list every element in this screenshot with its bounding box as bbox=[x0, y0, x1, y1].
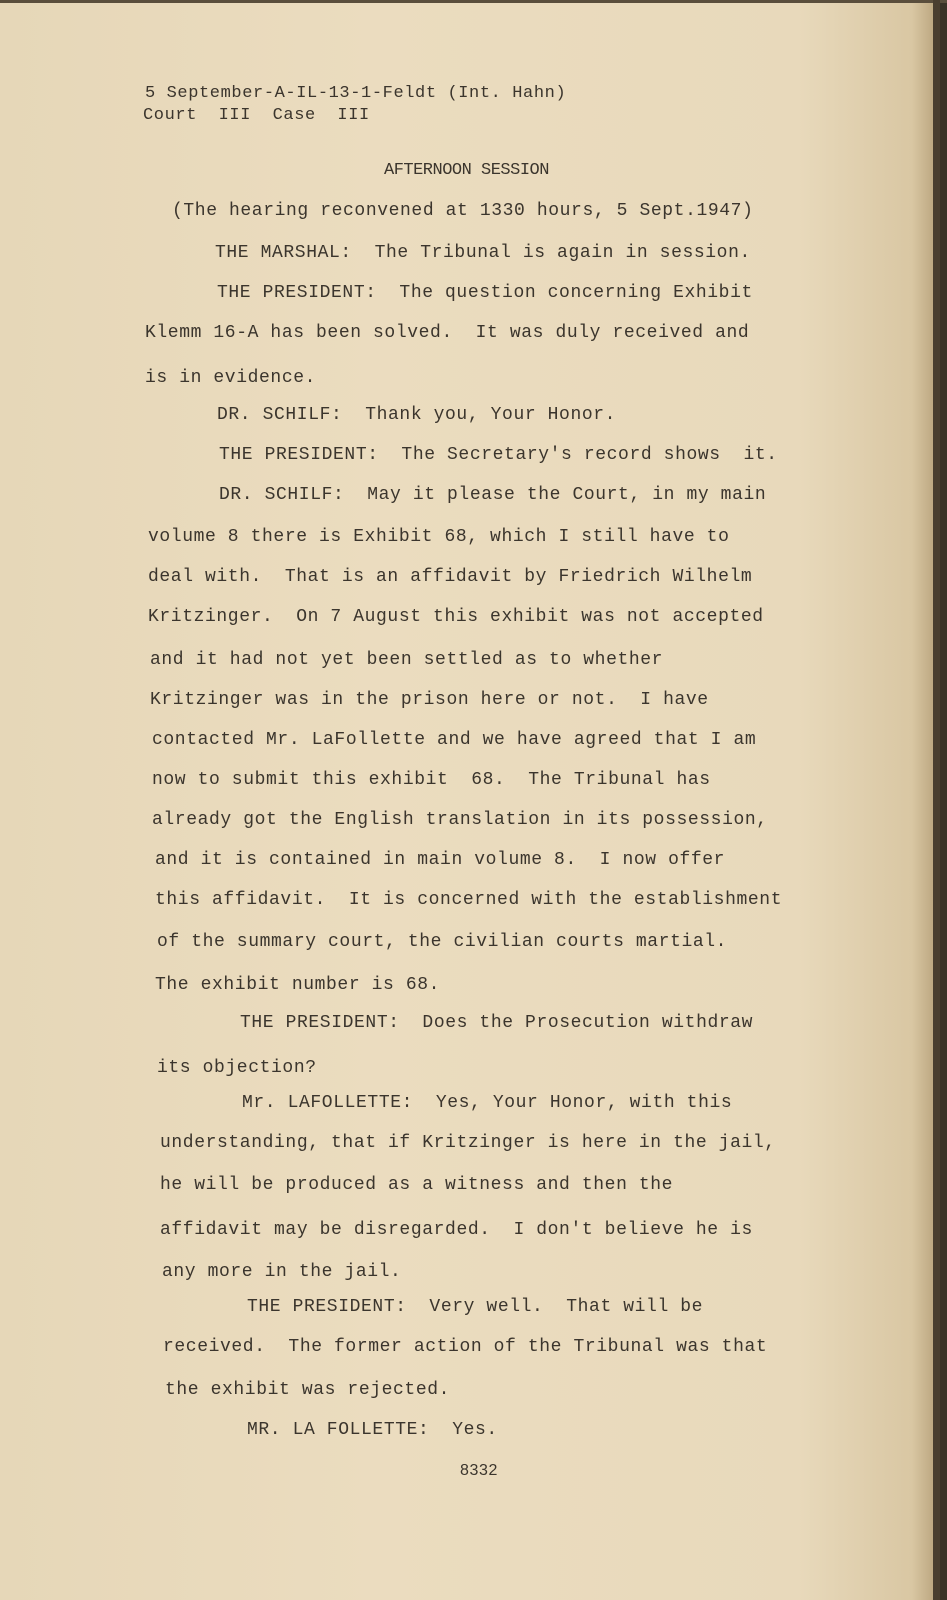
transcript-line: DR. SCHILF: Thank you, Your Honor. bbox=[217, 405, 617, 425]
transcript-line: already got the English translation in its possession, bbox=[152, 810, 768, 830]
transcript-line: deal with. That is an affidavit by Friedrich Wilhelm bbox=[148, 567, 753, 587]
transcript-line: and it is contained in main volume 8. I now offer bbox=[155, 850, 726, 870]
transcript-line: of the summary court, the civilian courts martial. bbox=[157, 932, 728, 952]
transcript-line: Klemm 16-A has been solved. It was duly received and bbox=[145, 323, 750, 343]
transcript-line: THE PRESIDENT: The question concerning Exhibit bbox=[217, 283, 753, 303]
header-court: Court III Case III bbox=[143, 106, 370, 125]
transcript-line: understanding, that if Kritzinger is here in the jail, bbox=[160, 1133, 776, 1153]
scan-edge bbox=[933, 0, 940, 1600]
transcript-line: volume 8 there is Exhibit 68, which I still have to bbox=[148, 527, 730, 547]
transcript-line: is in evidence. bbox=[145, 368, 317, 388]
transcript-line: Mr. LAFOLLETTE: Yes, Your Honor, with this bbox=[242, 1093, 733, 1113]
transcript-line: contacted Mr. LaFollette and we have agreed that I am bbox=[152, 730, 757, 750]
transcript-line: DR. SCHILF: May it please the Court, in my main bbox=[219, 485, 767, 505]
transcript-line: Kritzinger was in the prison here or not. I have bbox=[150, 690, 709, 710]
transcript-line: The exhibit number is 68. bbox=[155, 975, 441, 995]
page-number: 8332 bbox=[460, 1462, 498, 1479]
session-title: AFTERNOON SESSION bbox=[384, 161, 549, 180]
transcript-line: received. The former action of the Tribunal was that bbox=[163, 1337, 768, 1357]
transcript-line: (The hearing reconvened at 1330 hours, 5 Sept.1947) bbox=[172, 201, 754, 221]
transcript-line: THE PRESIDENT: The Secretary's record shows it. bbox=[219, 445, 778, 465]
transcript-line: and it had not yet been settled as to whether bbox=[150, 650, 664, 670]
transcript-line: THE MARSHAL: The Tribunal is again in session. bbox=[215, 243, 751, 263]
transcript-line: Kritzinger. On 7 August this exhibit was not accepted bbox=[148, 607, 764, 627]
header-reference: 5 September-A-IL-13-1-Feldt (Int. Hahn) bbox=[145, 84, 567, 103]
transcript-line: affidavit may be disregarded. I don't believe he is bbox=[160, 1220, 753, 1240]
transcript-line: he will be produced as a witness and then the bbox=[160, 1175, 674, 1195]
transcript-line: any more in the jail. bbox=[162, 1262, 402, 1282]
transcript-line: this affidavit. It is concerned with the establishment bbox=[155, 890, 783, 910]
transcript-line: THE PRESIDENT: Very well. That will be bbox=[247, 1297, 704, 1317]
transcript-line: THE PRESIDENT: Does the Prosecution withdraw bbox=[240, 1013, 754, 1033]
transcript-line: its objection? bbox=[157, 1058, 317, 1078]
transcript-line: MR. LA FOLLETTE: Yes. bbox=[247, 1420, 498, 1440]
transcript-line: now to submit this exhibit 68. The Tribunal has bbox=[152, 770, 711, 790]
transcript-line: the exhibit was rejected. bbox=[165, 1380, 451, 1400]
scan-border bbox=[0, 0, 947, 3]
